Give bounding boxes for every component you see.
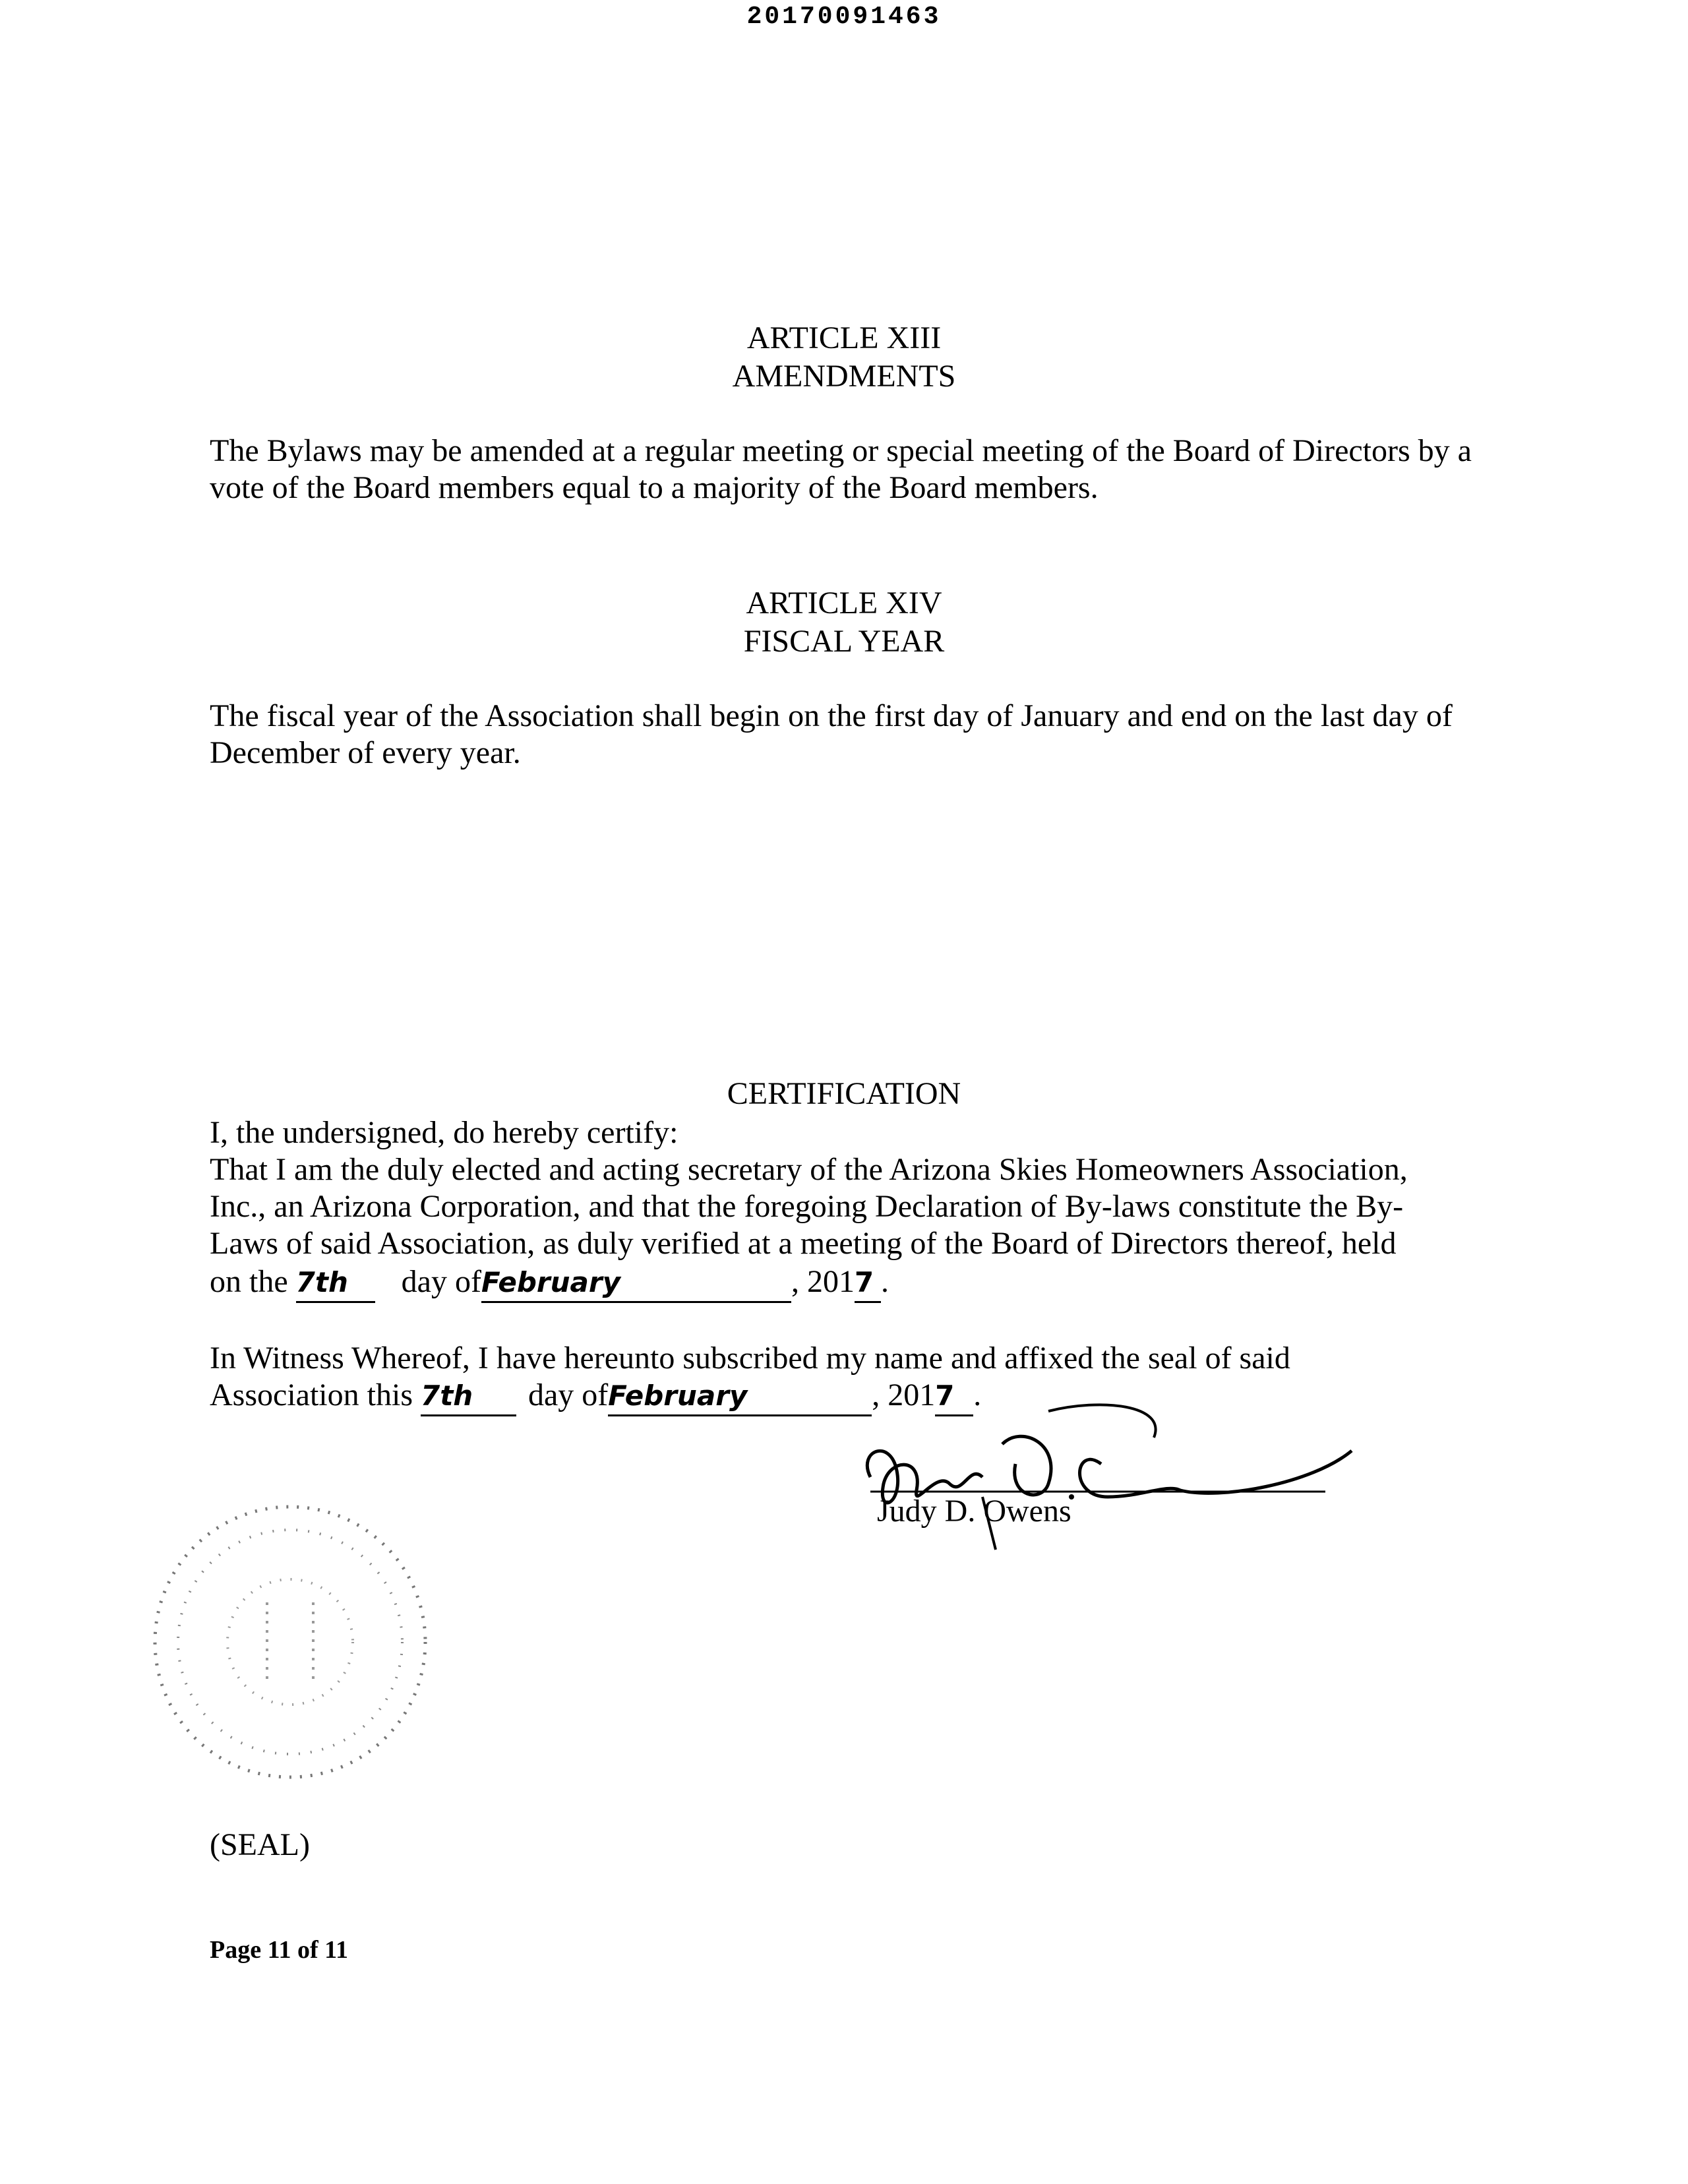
witness-end-period: . [973,1378,982,1412]
article-13-body: The Bylaws may be amended at a regular meeting or special meeting of the Board of Directors by a vote of the Board members equal to a majority of the Board members. [210,433,1472,505]
on-the-label: on the [210,1264,288,1299]
article-14-subtitle: FISCAL YEAR [743,624,945,659]
witness-day-of-label: day of [528,1378,609,1412]
certification-title: CERTIFICATION [727,1076,961,1111]
page-number: Page 11 of 11 [210,1936,349,1964]
document-number: 20170091463 [746,3,942,31]
day-of-label: day of [401,1264,481,1299]
seal-label: (SEAL) [210,1827,310,1862]
article-14-title: ARTICLE XIV [746,586,942,621]
meeting-month-field: February [481,1264,791,1303]
meeting-date-line [210,1263,889,1303]
meeting-year-field: 7 [855,1264,881,1303]
handwritten-signature [851,1385,1378,1556]
article-13-title: ARTICLE XIII [746,320,942,355]
certification-para-line-1: That I am the duly elected and acting secretary of the Arizona Skies Homeowners Association, [210,1152,1408,1187]
certification-para-line-3: Laws of said Association, as duly verified at a meeting of the Board of Directors thereof, held [210,1226,1397,1261]
witness-prefix: Association this [210,1378,413,1412]
article-13-subtitle: AMENDMENTS [732,359,956,394]
certification-para-line-2: Inc., an Arizona Corporation, and that the foregoing Declaration of By-laws constitute the By- [210,1189,1404,1224]
signer-name: Judy D. Owens [877,1494,1071,1529]
witness-month-field: February [608,1378,872,1416]
year-prefix: , 201 [791,1264,855,1299]
embossed-seal-icon [132,1484,448,1800]
article-14-body: The fiscal year of the Association shall begin on the first day of January and end on the last day of December of every year. [210,698,1453,770]
witness-year-prefix: , 201 [872,1378,936,1412]
meeting-day-field: 7th [296,1264,375,1303]
end-period: . [880,1264,889,1299]
witness-line-1: In Witness Whereof, I have hereunto subscribed my name and affixed the seal of said [210,1341,1290,1376]
witness-day-field: 7th [421,1378,516,1416]
witness-year-field: 7 [935,1378,973,1416]
certification-intro: I, the undersigned, do hereby certify: [210,1115,678,1150]
